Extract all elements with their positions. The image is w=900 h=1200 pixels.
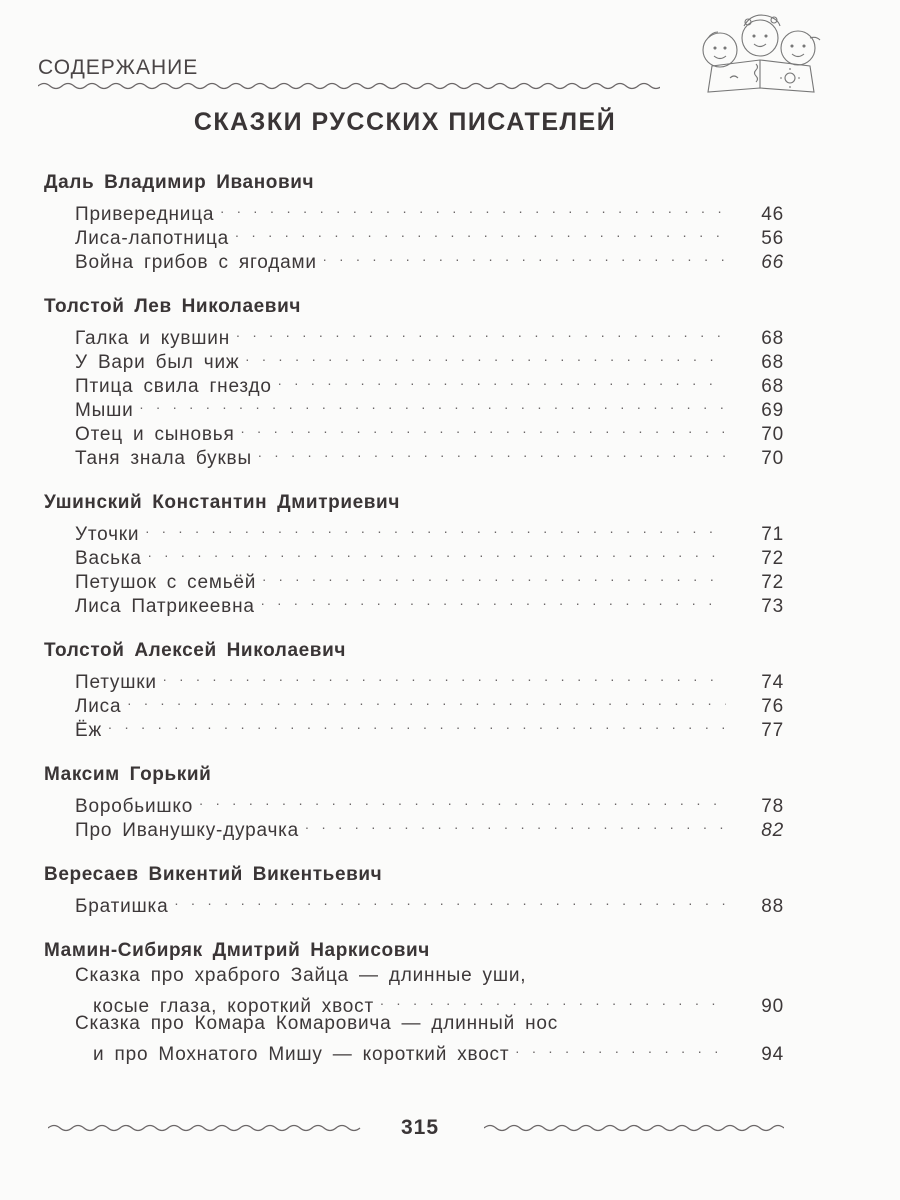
dot-leader bbox=[261, 588, 726, 612]
entry-page-number: 88 bbox=[761, 896, 784, 917]
entry-title-line2: косые глаза, короткий хвост bbox=[93, 996, 374, 1017]
entry-title: У Вари был чиж bbox=[75, 352, 240, 373]
toc-entry[interactable] bbox=[44, 688, 784, 717]
entry-title-line1: Сказка про храброго Зайца — длинные уши, bbox=[75, 965, 527, 986]
entry-title: Васька bbox=[75, 548, 142, 569]
dot-leader bbox=[140, 392, 726, 416]
entry-page-number: 82 bbox=[761, 820, 784, 841]
entry-title: Война грибов с ягодами bbox=[75, 252, 317, 273]
author-heading: Толстой Лев Николаевич bbox=[44, 296, 301, 317]
dot-leader bbox=[380, 988, 726, 1012]
author-heading: Максим Горький bbox=[44, 764, 212, 785]
entry-page-number: 76 bbox=[761, 696, 784, 717]
entry-page-number: 74 bbox=[761, 672, 784, 693]
table-of-contents bbox=[44, 170, 784, 1065]
entry-title-line1: Сказка про Комара Комаровича — длинный нос bbox=[75, 1013, 559, 1034]
dot-leader bbox=[236, 320, 726, 344]
header-wavy-rule bbox=[38, 80, 660, 92]
dot-leader bbox=[323, 244, 726, 268]
children-reading-book-icon bbox=[690, 8, 830, 96]
author-heading: Мамин-Сибиряк Дмитрий Наркисович bbox=[44, 940, 430, 961]
author-heading: Толстой Алексей Николаевич bbox=[44, 640, 346, 661]
entry-title: Отец и сыновья bbox=[75, 424, 235, 445]
entry-page-number: 73 bbox=[761, 596, 784, 617]
section-title: СКАЗКИ РУССКИХ ПИСАТЕЛЕЙ bbox=[193, 108, 617, 136]
running-header: СОДЕРЖАНИЕ bbox=[38, 56, 199, 79]
entry-page-number: 94 bbox=[761, 1044, 784, 1065]
entry-page-number: 72 bbox=[761, 548, 784, 569]
toc-entry[interactable] bbox=[44, 540, 784, 569]
entry-page-number: 46 bbox=[761, 204, 784, 225]
entry-title: Петушок с семьёй bbox=[75, 572, 257, 593]
dot-leader bbox=[199, 788, 726, 812]
author-heading: Даль Владимир Иванович bbox=[44, 172, 315, 193]
toc-entry[interactable] bbox=[44, 416, 784, 445]
toc-entry[interactable] bbox=[44, 196, 784, 225]
entry-page-number: 72 bbox=[761, 572, 784, 593]
entry-page-number: 68 bbox=[761, 328, 784, 349]
dot-leader bbox=[108, 712, 726, 736]
dot-leader bbox=[163, 664, 726, 688]
entry-title: Лиса bbox=[75, 696, 122, 717]
toc-entry[interactable] bbox=[44, 964, 784, 1017]
entry-title: Воробьишко bbox=[75, 796, 194, 817]
entry-title: Таня знала буквы bbox=[75, 448, 252, 469]
entry-page-number: 78 bbox=[761, 796, 784, 817]
dot-leader bbox=[174, 888, 726, 912]
entry-page-number: 90 bbox=[761, 996, 784, 1017]
dot-leader bbox=[220, 196, 726, 220]
entry-title: Петушки bbox=[75, 672, 157, 693]
dot-leader bbox=[245, 344, 726, 368]
entry-page-number: 77 bbox=[761, 720, 784, 741]
entry-page-number: 71 bbox=[761, 524, 784, 545]
toc-entry[interactable] bbox=[44, 320, 784, 349]
toc-entry[interactable] bbox=[44, 664, 784, 693]
toc-entry[interactable] bbox=[44, 712, 784, 741]
author-heading: Ушинский Константин Дмитриевич bbox=[44, 492, 400, 513]
entry-title: Привередница bbox=[75, 204, 215, 225]
page-number: 315 bbox=[400, 1116, 440, 1139]
dot-leader bbox=[241, 416, 726, 440]
dot-leader bbox=[127, 688, 726, 712]
entry-page-number: 70 bbox=[761, 424, 784, 445]
dot-leader bbox=[235, 220, 726, 244]
entry-title: Уточки bbox=[75, 524, 140, 545]
dot-leader bbox=[305, 812, 726, 836]
entry-title: Птица свила гнездо bbox=[75, 376, 272, 397]
entry-title: Про Иванушку-дурачка bbox=[75, 820, 300, 841]
dot-leader bbox=[258, 440, 726, 464]
entry-title-line2: и про Мохнатого Мишу — короткий хвост bbox=[93, 1044, 510, 1065]
dot-leader bbox=[278, 368, 726, 392]
toc-entry[interactable] bbox=[44, 888, 784, 917]
entry-title: Мыши bbox=[75, 400, 134, 421]
entry-title: Ёж bbox=[75, 720, 102, 741]
author-heading: Вересаев Викентий Викентьевич bbox=[44, 864, 383, 885]
toc-entry[interactable] bbox=[44, 564, 784, 593]
entry-title: Братишка bbox=[75, 896, 169, 917]
dot-leader bbox=[262, 564, 726, 588]
entry-title: Лиса-лапотница bbox=[75, 228, 230, 249]
footer-wavy-rule-right bbox=[484, 1122, 784, 1134]
dot-leader bbox=[148, 540, 726, 564]
entry-title: Галка и кувшин bbox=[75, 328, 231, 349]
toc-entry[interactable] bbox=[44, 516, 784, 545]
entry-title: Лиса Патрикеевна bbox=[75, 596, 255, 617]
dot-leader bbox=[145, 516, 726, 540]
toc-entry[interactable] bbox=[44, 1012, 784, 1065]
toc-entry[interactable] bbox=[44, 788, 784, 817]
entry-page-number: 70 bbox=[761, 448, 784, 469]
entry-page-number: 66 bbox=[761, 252, 784, 273]
entry-page-number: 68 bbox=[761, 352, 784, 373]
dot-leader bbox=[515, 1036, 726, 1060]
entry-page-number: 68 bbox=[761, 376, 784, 397]
entry-page-number: 69 bbox=[761, 400, 784, 421]
entry-page-number: 56 bbox=[761, 228, 784, 249]
toc-entry[interactable] bbox=[44, 392, 784, 421]
